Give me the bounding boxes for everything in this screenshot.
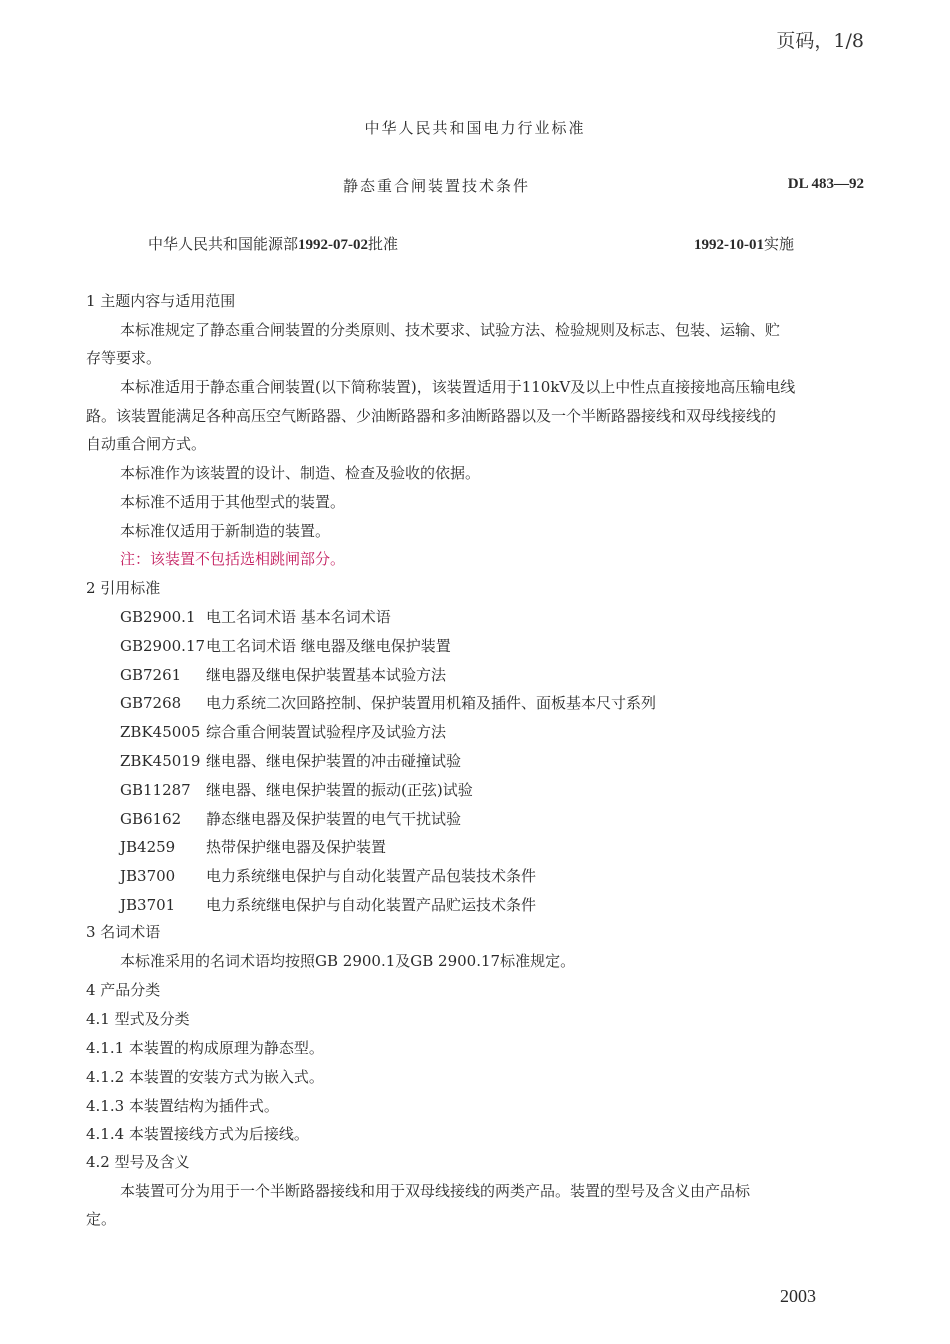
section-3-paragraph: 本标准采用的名词术语均按照GB 2900.1及GB 2900.17标准规定。: [120, 952, 576, 970]
section-4-2-paragraph-line-1: 本装置可分为用于一个半断路器接线和用于双母线接线的两类产品。装置的型号及含义由产品标: [120, 1182, 751, 1200]
section-4-heading: 4 产品分类: [86, 981, 161, 999]
section-4-1-4: 4.1.4 本装置接线方式为后接线。: [86, 1125, 309, 1143]
reference-item: [120, 693, 900, 713]
reference-code: JB3701: [120, 896, 176, 914]
approval-suffix: 批准: [368, 235, 399, 253]
effective-line: [694, 233, 794, 254]
reference-code: ZBK45019: [120, 752, 201, 770]
reference-code: GB11287: [120, 781, 191, 799]
reference-item: [120, 665, 900, 685]
section-1-paragraph-5: 本标准仅适用于新制造的装置。: [120, 522, 331, 540]
effective-suffix: 实施: [764, 235, 795, 253]
reference-code: ZBK45005: [120, 723, 201, 741]
section-4-1-2: 4.1.2 本装置的安装方式为嵌入式。: [86, 1068, 324, 1086]
standard-title: 中华人民共和国电力行业标准: [364, 119, 586, 137]
section-1-paragraph-2-line-1: 本标准适用于静态重合闸装置(以下简称装置)，该装置适用于110kV及以上中性点直接接地高压输电线: [120, 378, 796, 396]
reference-title: 继电器、继电保护装置的冲击碰撞试验: [206, 752, 462, 770]
reference-title: 继电器及继电保护装置基本试验方法: [206, 666, 447, 684]
section-1-heading: 1 主题内容与适用范围: [86, 292, 236, 310]
reference-code: GB7268: [120, 694, 182, 712]
reference-item: [120, 607, 900, 627]
reference-code: GB2900.1: [120, 608, 196, 626]
reference-code: GB7261: [120, 666, 182, 684]
reference-item: [120, 895, 900, 915]
document-title: 静态重合闸装置技术条件: [343, 177, 531, 195]
reference-title: 综合重合闸装置试验程序及试验方法: [206, 723, 447, 741]
section-1-paragraph-1-line-1: 本标准规定了静态重合闸装置的分类原则、技术要求、试验方法、检验规则及标志、包装、运输、贮: [120, 321, 781, 339]
section-1-note: 注：该装置不包括选相跳闸部分。: [120, 550, 346, 568]
section-1-paragraph-4: 本标准不适用于其他型式的装置。: [120, 493, 346, 511]
reference-title: 电力系统继电保护与自动化装置产品贮运技术条件: [206, 896, 537, 914]
section-4-1-3: 4.1.3 本装置结构为插件式。: [86, 1097, 279, 1115]
section-4-2-heading: 4.2 型号及含义: [86, 1153, 190, 1171]
approval-line: [148, 233, 398, 254]
section-1-paragraph-3: 本标准作为该装置的设计、制造、检查及验收的依据。: [120, 464, 481, 482]
reference-title: 热带保护继电器及保护装置: [206, 838, 387, 856]
section-1-paragraph-1-line-2: 存等要求。: [86, 349, 162, 367]
section-3-heading: 3 名词术语: [86, 923, 161, 941]
reference-code: JB3700: [120, 867, 176, 885]
reference-title: 电力系统继电保护与自动化装置产品包装技术条件: [206, 867, 537, 885]
document-code: DL 483—92: [787, 176, 864, 192]
reference-code: GB6162: [120, 810, 182, 828]
section-4-2-paragraph-line-2: 定。: [86, 1210, 117, 1228]
reference-item: [120, 636, 900, 656]
section-4-1-heading: 4.1 型式及分类: [86, 1010, 190, 1028]
reference-item: [120, 837, 900, 857]
section-1-paragraph-2-line-2: 路。该装置能满足各种高压空气断路器、少油断路器和多油断路器以及一个半断路器接线和双母线接线的: [86, 407, 777, 425]
reference-item: [120, 780, 900, 800]
reference-item: [120, 866, 900, 886]
effective-date: 1992-10-01: [694, 237, 764, 253]
reference-item: [120, 722, 900, 742]
reference-item: [120, 809, 900, 829]
footer-page-number: 2003: [780, 1286, 816, 1306]
reference-title: 电工名词术语 基本名词术语: [206, 608, 391, 626]
section-2-heading: 2 引用标准: [86, 579, 161, 597]
section-4-1-1: 4.1.1 本装置的构成原理为静态型。: [86, 1039, 324, 1057]
section-1-paragraph-2-line-3: 自动重合闸方式。: [86, 435, 207, 453]
reference-code: JB4259: [120, 838, 176, 856]
page-number: 页码，1/8: [776, 30, 864, 52]
approval-date: 1992-07-02: [298, 237, 369, 253]
reference-title: 电工名词术语 继电器及继电保护装置: [206, 637, 451, 655]
reference-code: GB2900.17: [120, 637, 206, 655]
reference-title: 继电器、继电保护装置的振动(正弦)试验: [206, 781, 473, 799]
reference-item: [120, 751, 900, 771]
reference-title: 电力系统二次回路控制、保护装置用机箱及插件、面板基本尺寸系列: [206, 694, 657, 712]
reference-title: 静态继电器及保护装置的电气干扰试验: [206, 810, 462, 828]
approval-prefix: 中华人民共和国能源部: [148, 235, 299, 253]
